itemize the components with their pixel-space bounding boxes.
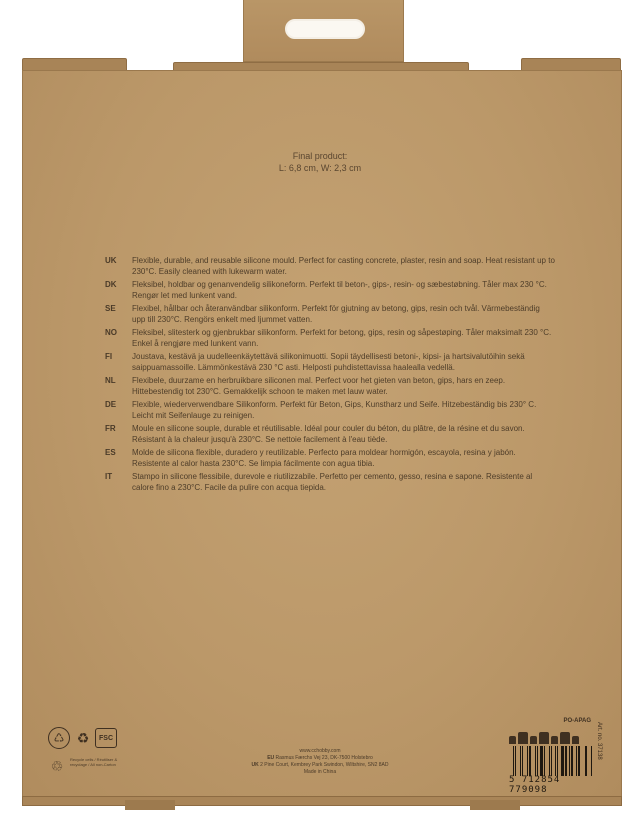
lang-row-fr (105, 423, 555, 445)
lang-row-no (105, 327, 555, 349)
lang-row-uk (105, 255, 555, 277)
barcode-stripe (537, 746, 538, 776)
lang-code: FR (105, 424, 116, 433)
lang-code: NO (105, 328, 117, 337)
barcode-stripe (578, 746, 580, 776)
made-in: Made in China (303, 769, 337, 775)
eu-label: EU (267, 755, 275, 761)
final-product-info (0, 150, 640, 174)
lang-code: DK (105, 280, 117, 289)
lang-text: Flexible, wiederverwendbare Silikonform. Perfekt für Beton, Gips, Kunstharz und Seife. Hitzebeständig bis 230° C. Leicht mit Seifenlauge zu reinigen. (132, 400, 537, 420)
lang-text: Moule en silicone souple, durable et réutilisable. Idéal pour couler du béton, du plâtre, de la résine et du savon. Résistant à la chaleur jusqu'à 230°C. Se nettoie facilement à l'eau tiède. (132, 424, 525, 444)
barcode-stripe (544, 746, 545, 776)
barcode-stripe (576, 746, 577, 776)
lang-text: Stampo in silicone flessibile, durevole e riutilizzabile. Perfetto per cemento, gesso, resina e sapone. Resistente al calore fino a 230°C. Facile da pulire con acqua tiepida. (132, 472, 533, 492)
hanger-tab (243, 0, 404, 62)
lang-text: Flexibel, hållbar och återanvändbar silikonform. Perfekt för gjutning av betong, gips, resin och tvål. Värmebeständig upp till 230°C. Rengörs enkelt med ljummet vatten. (132, 304, 540, 324)
pictogram-icon (539, 732, 549, 744)
barcode-stripe (571, 746, 573, 776)
lang-text: Fleksibel, holdbar og genanvendelig silikoneform. Perfekt til beton-, gips-, resin- og sæbestøbning. Tåler max 230 °C. Rengør let med lunkent vand. (132, 280, 547, 300)
barcode (513, 746, 593, 776)
lang-row-it (105, 471, 555, 493)
barcode-stripe (568, 746, 569, 776)
barcode-number: 5 712854 779098 (509, 775, 561, 795)
barcode-stripe (538, 746, 539, 776)
barcode-stripe (581, 746, 584, 776)
barcode-stripe (540, 746, 543, 776)
product-code: PO-APAG (563, 718, 591, 724)
lang-row-nl (105, 375, 555, 397)
lang-text: Joustava, kestävä ja uudelleenkäytettävä silikonimuotti. Sopii täydellisesti betoni-, kipsi- ja hartsivalutöihin sekä saippuamassoille. Lämmönkestävä 230 °C asti. Helposti puhdistettavissa haalealla vedellä. (132, 352, 525, 372)
lang-code: DE (105, 400, 117, 409)
tidyman-icon: ♻ (76, 729, 90, 746)
recycle-note: Recycle cells / Réutiliser & recyclage / All non-Carton (70, 757, 118, 767)
barcode-area (509, 718, 593, 795)
barcode-stripe (515, 746, 516, 776)
uk-address: 2 Pine Court, Kembrey Park Swindon, Wiltshire, SN2 8AD (260, 762, 389, 768)
pictogram-icon (518, 732, 528, 744)
barcode-stripe (559, 746, 560, 776)
barcode-stripe (549, 746, 550, 776)
lang-code: UK (105, 256, 117, 265)
website: www.cchobby.com (299, 748, 341, 754)
lang-row-dk (105, 279, 555, 301)
recycle-icon: ♺ (48, 727, 70, 749)
barcode-stripe (535, 746, 536, 776)
lang-text: Molde de silicona flexible, duradero y reutilizable. Perfecto para moldear hormigón, escayola, resina y jabón. Resistente al calor hasta 230°C. Se limpia fácilmente con agua tibia. (132, 448, 516, 468)
lang-code: NL (105, 376, 116, 385)
uk-label: UK (251, 762, 259, 768)
lang-code: IT (105, 472, 113, 481)
hanger-hole (285, 19, 365, 39)
barcode-stripe (546, 746, 548, 776)
pictogram-row (509, 730, 593, 744)
barcode-stripe (532, 746, 534, 776)
barcode-stripe (586, 746, 587, 776)
barcode-stripe (522, 746, 523, 776)
lang-row-se (105, 303, 555, 325)
barcode-stripe (561, 746, 564, 776)
lang-row-fi (105, 351, 555, 373)
barcode-stripe (553, 746, 555, 776)
barcode-stripe (517, 746, 519, 776)
barcode-stripe (520, 746, 521, 776)
barcode-stripe (523, 746, 526, 776)
eu-address: Rasmus Færchs Vej 23, DK-7500 Holstebro (275, 755, 373, 761)
bottom-tab-right (470, 800, 520, 810)
language-descriptions (105, 255, 555, 495)
lang-text: Fleksibel, slitesterk og gjenbrukbar silikonform. Perfekt for betong, gips, resin og såpestøping. Tåler maksimalt 230 °C. Enkel å rengjøre med lunkent vann. (132, 328, 552, 348)
pictogram-icon (572, 736, 579, 744)
barcode-stripe (555, 746, 556, 776)
barcode-stripe (585, 746, 586, 776)
barcode-stripe (551, 746, 552, 776)
lang-text: Flexibele, duurzame en herbruikbare siliconen mal. Perfect voor het gieten van beton, gips, hars en zeep. Hittebestendig tot 230°C. Gemakkelijk schoon te maken met lauw water. (132, 376, 506, 396)
barcode-stripe (565, 746, 567, 776)
fsc-icon: FSC (95, 728, 117, 748)
box-bottom-edge (22, 796, 622, 806)
pictogram-icon (551, 736, 558, 744)
barcode-stripe (529, 746, 531, 776)
barcode-stripe (513, 746, 514, 776)
scissors-icon (509, 736, 516, 744)
lang-code: SE (105, 304, 116, 313)
lang-code: FI (105, 352, 113, 361)
article-number: Art. no. 37138 (596, 722, 602, 760)
recycle-small-icon: ♲ (50, 757, 64, 774)
pictogram-icon (530, 736, 537, 744)
barcode-stripe (569, 746, 570, 776)
lang-text: Flexible, durable, and reusable silicone mould. Perfect for casting concrete, plaster, resin and soap. Heat resistant up to 230°C. Easily cleaned with lukewarm water. (132, 256, 555, 276)
bottom-tab-left (125, 800, 175, 810)
lang-row-de (105, 399, 555, 421)
barcode-stripe (574, 746, 575, 776)
lang-row-es (105, 447, 555, 469)
pictogram-icon (560, 732, 570, 744)
final-product-dims: L: 6,8 cm, W: 2,3 cm (278, 163, 362, 173)
barcode-stripe (527, 746, 528, 776)
final-product-title: Final product: (292, 151, 348, 161)
lang-code: ES (105, 448, 116, 457)
barcode-stripe (557, 746, 558, 776)
